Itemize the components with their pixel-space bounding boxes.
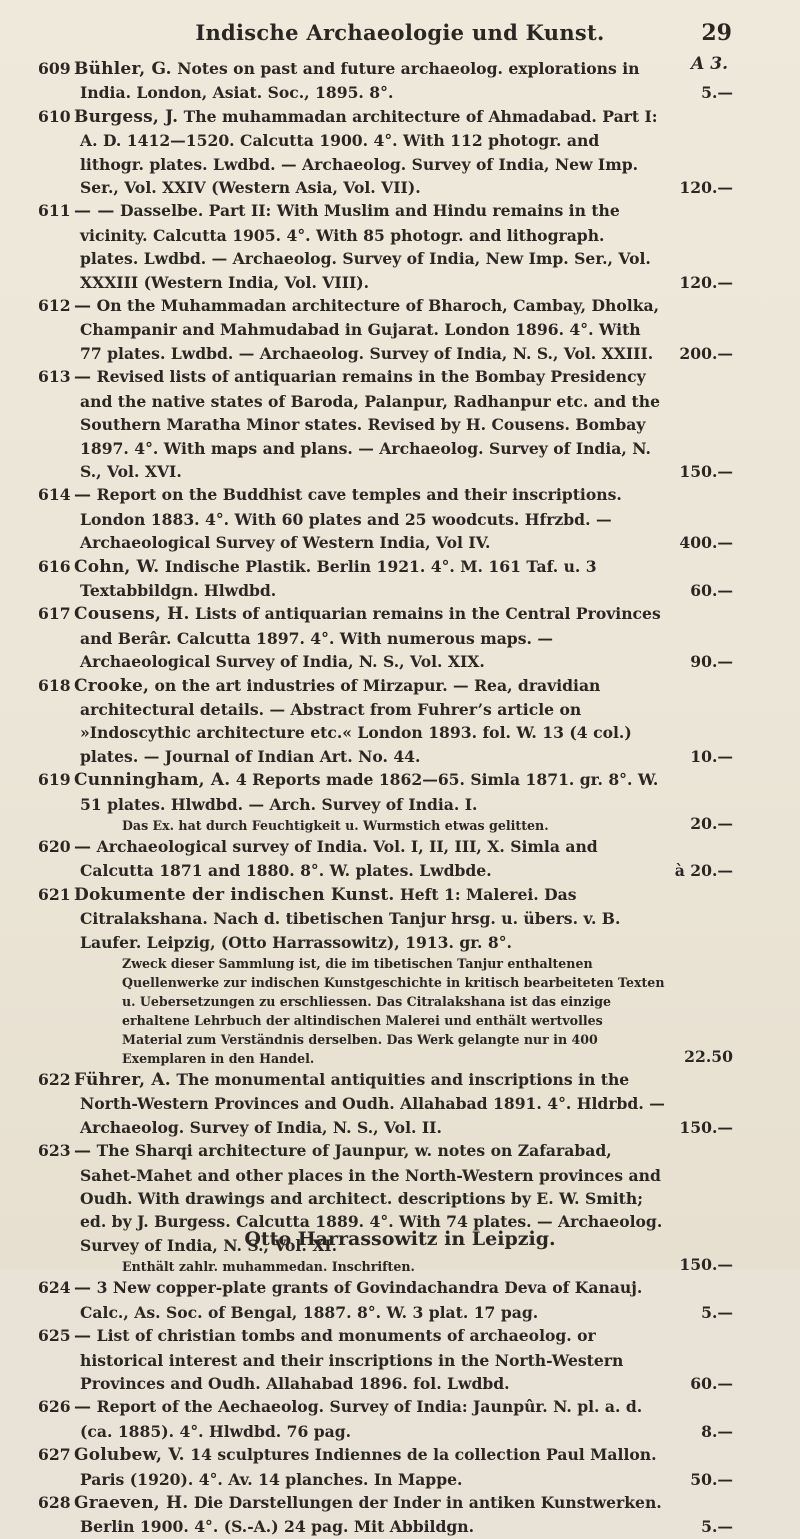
entry-number: 619 bbox=[38, 770, 71, 790]
catalog-entry bbox=[38, 1068, 733, 1139]
entry-note: Enthält zahlr. muhammedan. Inschriften. bbox=[122, 1259, 415, 1275]
entry-number: 622 bbox=[38, 1070, 71, 1090]
entry-number: 628 bbox=[38, 1492, 71, 1512]
entry-text: Heft 1: Malerei. Das Citralakshana. Nach d. tibetischen Tanjur hrsg. u. übers. v. B. Laufer. Leipzig, (Otto Harrassowitz), 1913. gr. 8°. bbox=[80, 884, 621, 952]
entry-number: 624 bbox=[38, 1278, 71, 1298]
entry-number: 621 bbox=[38, 884, 71, 904]
entry-number: 620 bbox=[38, 837, 71, 856]
entry-text: Die Darstellungen der Inder in antiken Kunstwerken. Berlin 1900. 4°. (S.-A.) 24 pag. Mit Abbildgn. bbox=[80, 1492, 662, 1537]
entry-text: List of christian tombs and monuments of archaeolog. or historical interest and their inscriptions in the North-Western Provinces and Oudh. Allahabad 1896. fol. Lwdbd. bbox=[80, 1326, 624, 1393]
catalog-entry bbox=[38, 1443, 733, 1491]
entry-author: Golubew, V. bbox=[74, 1445, 185, 1466]
entry-price: 10.— bbox=[690, 746, 733, 766]
catalog-entry bbox=[38, 483, 733, 554]
entry-text: Report on the Buddhist cave temples and their inscriptions. London 1883. 4°. With 60 plates and 25 woodcuts. Hfrzbd. — Archaeological Survey of Western India, Vol IV. bbox=[80, 485, 622, 553]
catalog-entry bbox=[38, 835, 733, 883]
entry-number: 609 bbox=[38, 59, 71, 78]
entry-author: — bbox=[74, 485, 92, 506]
entry-number: 627 bbox=[38, 1445, 71, 1465]
entry-number: 616 bbox=[38, 556, 71, 576]
catalog-entry: 624 — 3 New copper-plate grants of Govindachandra Deva of Kanauj. Calc., As. Soc. of Bengal, 1887. 8°. W. 3 plat. 17 pag. 5.— bbox=[38, 1278, 733, 1322]
entry-number: 613 bbox=[38, 367, 71, 387]
entry-price: 200.— bbox=[679, 343, 733, 363]
publisher-footer: Otto Harrassowitz in Leipzig. bbox=[244, 1228, 556, 1250]
entry-author: — bbox=[74, 837, 92, 857]
entry-price: 120.— bbox=[679, 272, 733, 292]
entry-price: 50.— bbox=[690, 1469, 733, 1489]
entry-text: Notes on past and future archaeolog. explorations in India. London, Asiat. Soc., 1895. 8°. bbox=[80, 59, 640, 103]
page-title: Indische Archaeologie und Kunst. bbox=[195, 20, 605, 45]
entry-author: Crooke, bbox=[74, 675, 150, 696]
entry-number: 614 bbox=[38, 485, 71, 505]
entry-author: — — bbox=[74, 201, 115, 222]
entry-number: 612 bbox=[38, 296, 71, 316]
entry-text: Lists of antiquarian remains in the Central Provinces and Berâr. Calcutta 1897. 4°. With numerous maps. — Archaeological Survey of India, N. S., Vol. XIX. bbox=[80, 604, 661, 672]
catalog-entry bbox=[38, 1324, 733, 1395]
catalog-entry bbox=[38, 199, 733, 294]
entry-text: Indische Plastik. Berlin 1921. 4°. M. 161 Taf. u. 3 Textabbildgn. Hlwdbd. bbox=[80, 556, 597, 600]
entry-number: 611 bbox=[38, 201, 71, 221]
entry-price: 150.— bbox=[679, 1117, 733, 1137]
entry-text: on the art industries of Mirzapur. — Rea, dravidian architectural details. — Abstract from Fuhrer’s article on »Indoscythic architecture etc.« London 1893. fol. W. 13 (4 col.) plates. — Journal of Indian Art. No. 44. bbox=[80, 675, 632, 766]
catalog-entry bbox=[38, 105, 733, 200]
entry-author: Graeven, H. bbox=[74, 1492, 189, 1513]
entry-price: 150.— bbox=[679, 461, 733, 481]
catalog-entry bbox=[38, 365, 733, 483]
catalog-entry bbox=[38, 555, 733, 603]
entry-price: 120.— bbox=[679, 178, 733, 198]
page-number: 29 bbox=[701, 20, 732, 46]
entry-number: 618 bbox=[38, 675, 71, 695]
entry-text: The Sharqi architecture of Jaunpur, w. notes on Zafarabad, Sahet-Mahet and other places in the North-Western provinces and Oudh. With drawings and architect. descriptions by E. W. Smith; ed. by J. Burgess. Calcutta 1889. 4°. With 74 plates. — Archaeolog. Survey of India, N. S., Vol. XI. bbox=[80, 1141, 663, 1255]
catalog-entry bbox=[38, 883, 733, 1068]
entry-note: Das Ex. hat durch Feuchtigkeit u. Wurmstich etwas gelitten. bbox=[122, 818, 549, 833]
entry-number: 623 bbox=[38, 1141, 71, 1161]
catalog-entry bbox=[38, 602, 733, 673]
entry-text: 3 New copper-plate grants of Govindachandra Deva of Kanauj. Calc., As. Soc. of Bengal, 1887. 8°. W. 3 plat. 17 pag. bbox=[80, 1278, 643, 1322]
catalog-entries bbox=[38, 57, 733, 1539]
entry-author: — bbox=[74, 1397, 92, 1418]
entry-author: — bbox=[74, 1326, 92, 1347]
entry-price: 90.— bbox=[690, 652, 733, 672]
signature-mark: A 3. bbox=[691, 54, 728, 74]
entry-text: Report of the Aechaeolog. Survey of India: Jaunpûr. N. pl. a. d. (ca. 1885). 4°. Hlwdbd. 76 pag. bbox=[80, 1397, 643, 1441]
entry-author: — bbox=[74, 1278, 92, 1299]
entry-price: 60.— bbox=[690, 580, 733, 600]
entry-price: 150.— bbox=[679, 1254, 733, 1274]
entry-author: — bbox=[74, 367, 92, 388]
entry-text: 14 sculptures Indiennes de la collection Paul Mallon. Paris (1920). 4°. Av. 14 planches. In Mappe. bbox=[80, 1445, 657, 1489]
entry-author: — bbox=[74, 296, 92, 317]
entry-price: 60.— bbox=[690, 1373, 733, 1393]
entry-price: 20.— bbox=[690, 813, 733, 833]
entry-text: Revised lists of antiquarian remains in the Bombay Presidency and the native states of Baroda, Palanpur, Radhanpur etc. and the Southern Maratha Minor states. Revised by H. Cousens. Bombay 1897. 4°. With maps and plans. — Archaeolog. Survey of India, N. S., Vol. XVI. bbox=[80, 367, 661, 481]
entry-number: 617 bbox=[38, 604, 71, 624]
entry-number: 610 bbox=[38, 106, 71, 126]
entry-price: 22.50 bbox=[684, 1046, 733, 1066]
entry-text: Dasselbe. Part II: With Muslim and Hindu remains in the vicinity. Calcutta 1905. 4°. With 85 photogr. and lithograph. plates. Lwdbd. — Archaeolog. Survey of India, New Imp. Ser., Vol. XXXIII (Western India, Vol. VIII). bbox=[80, 201, 651, 292]
entry-author: Cousens, H. bbox=[74, 604, 190, 625]
entry-author: Cunningham, A. bbox=[74, 770, 231, 791]
entry-author: Cohn, W. bbox=[74, 556, 160, 577]
entry-price: 400.— bbox=[679, 533, 733, 553]
entry-author: Bühler, G. bbox=[74, 59, 172, 79]
catalog-entry: 609 Bühler, G. Notes on past and future archaeolog. explorations in India. London, Asiat. Soc., 1895. 8°. 5.— bbox=[38, 59, 733, 103]
entry-text: 4 Reports made 1862—65. Simla 1871. gr. 8°. W. 51 plates. Hlwdbd. — Arch. Survey of India. I. bbox=[80, 770, 659, 814]
catalog-entry: 628 Graeven, H. Die Darstellungen der Inder in antiken Kunstwerken. Berlin 1900. 4°. (S.-A.) 24 pag. Mit Abbildgn. 5.— bbox=[38, 1492, 733, 1537]
entry-text: Archaeological survey of India. Vol. I, II, III, X. Simla and Calcutta 1871 and 1880. 8°. W. plates. Lwdbde. bbox=[80, 837, 598, 881]
entry-text: The monumental antiquities and inscriptions in the North-Western Provinces and Oudh. Allahabad 1891. 4°. Hldrbd. — Archaeolog. Survey of India, N. S., Vol. II. bbox=[80, 1070, 665, 1137]
entry-price: à 20.— bbox=[674, 861, 733, 881]
catalog-entry bbox=[38, 294, 733, 365]
entry-author: Dokumente der indischen Kunst. bbox=[74, 884, 395, 905]
entry-number: 625 bbox=[38, 1326, 71, 1346]
entry-text: On the Muhammadan architecture of Bharoch, Cambay, Dholka, Champanir and Mahmudabad in Gujarat. London 1896. 4°. With 77 plates. Lwdbd. — Archaeolog. Survey of India, N. S., Vol. XXIII. bbox=[80, 296, 660, 363]
catalog-entry bbox=[38, 768, 733, 835]
catalog-entry: 626 — Report of the Aechaeolog. Survey of India: Jaunpûr. N. pl. a. d. (ca. 1885). 4°. Hlwdbd. 76 pag. 8.— bbox=[38, 1397, 733, 1441]
entry-note: Zweck dieser Sammlung ist, die im tibetischen Tanjur enthaltenen Quellenwerke zur indischen Kunstgeschichte in kritisch bearbeiteten Texten u. Uebersetzungen zu erschliessen. Das Citralakshana ist das einzige erhaltene Lehrbuch der altindischen Malerei und enthält wertvolles Material zum Verständnis derselben. Das Werk gelangte nur in 400 Exemplaren in den Handel. bbox=[122, 956, 665, 1067]
entry-number: 626 bbox=[38, 1397, 71, 1417]
catalog-entry bbox=[38, 674, 733, 769]
entry-author: Führer, A. bbox=[74, 1070, 171, 1091]
entry-text: The muhammadan architecture of Ahmadabad. Part I: A. D. 1412—1520. Calcutta 1900. 4°. With 112 photogr. and lithogr. plates. Lwdbd. — Archaeolog. Survey of India, New Imp. Ser., Vol. XXIV (Western Asia, Vol. VII). bbox=[80, 106, 658, 198]
catalog-entry bbox=[38, 1139, 733, 1276]
entry-author: — bbox=[74, 1141, 92, 1162]
entry-author: Burgess, J. bbox=[74, 106, 179, 127]
